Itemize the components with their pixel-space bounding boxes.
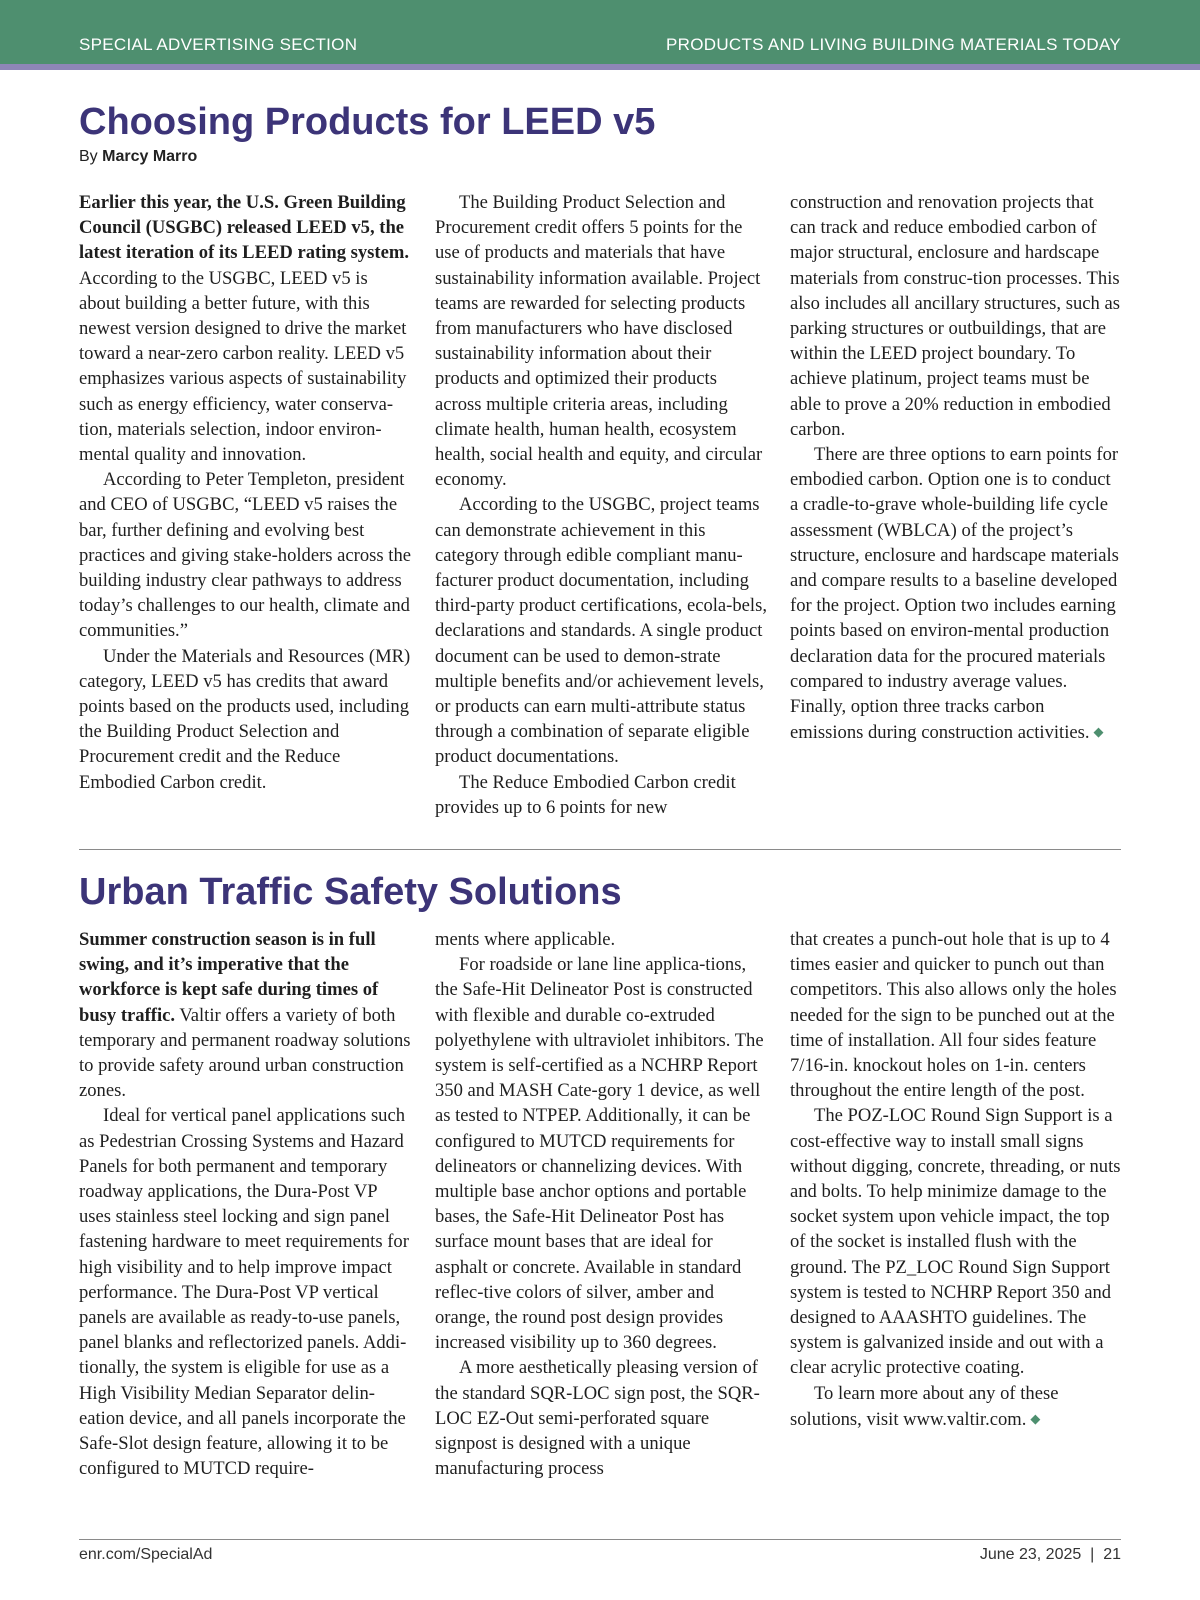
article1-column-3 <box>790 190 1122 745</box>
paragraph: A more aesthetically pleasing version of the standard SQR-LOC sign post, the SQR-LOC EZ-Out semi-perforated square signpost is designed with a unique manufacturing process <box>435 1357 760 1480</box>
paragraph <box>790 1381 1122 1432</box>
article1-lead-bold: Earlier this year, the U.S. Green Building Council (USGBC) released LEED v5, the latest iteration of its LEED rating system. <box>79 192 409 264</box>
section-divider <box>79 849 1121 850</box>
article1-title: Choosing Products for LEED v5 <box>79 101 656 143</box>
paragraph: According to the USGBC, project teams can demonstrate achievement in this category through edible compliant manu-facturer product documentation, including third-party product certifications, ecola-bels, declarations and standards. A single product document can be used to demon-strate multiple benefits and/or achievement levels, or products can earn multi-attribute status through a combination of separate eligible product documentations. <box>435 494 767 768</box>
paragraph: ments where applicable. <box>435 929 616 950</box>
paragraph: The Reduce Embodied Carbon credit provides up to 6 points for new <box>435 771 736 818</box>
article2-lead-rest: Valtir offers a variety of both temporary and permanent roadway solutions to provide safety around urban construction zones. <box>79 1004 411 1102</box>
article1-lead-rest: According to the USGBC, LEED v5 is about building a better future, with this newest version designed to drive the market toward a near-zero carbon reality. LEED v5 emphasizes various aspects of sustainability such as energy efficiency, water conserva-tion, materials selection, indoor environ-mental quality and innovation. <box>79 267 407 466</box>
article2-column-1 <box>79 927 411 1481</box>
section-label: SPECIAL ADVERTISING SECTION <box>79 35 358 54</box>
article1-lead-paragraph <box>79 190 411 467</box>
article1-byline <box>79 148 197 166</box>
paragraph: Ideal for vertical panel applications such as Pedestrian Crossing Systems and Hazard Panels for both permanent and temporary roadway applications, the Dura-Post VP uses stainless steel locking and sign panel fastening hardware to meet requirements for high visibility and to help improve impact performance. The Dura-Post VP vertical panels are available as ready-to-use panels, panel blanks and reflectorized panels. Addi-tionally, the system is eligible for use as a High Visibility Median Separator delin-eation device, and all panels incorporate the Safe-Slot design feature, allowing it to be configured to MUTCD require- <box>79 1105 409 1480</box>
paragraph: Under the Materials and Resources (MR) category, LEED v5 has credits that award points based on the products used, including the Building Product Selection and Procurement credit and the Reduce Embodied Carbon credit. <box>79 645 411 793</box>
paragraph: that creates a punch-out hole that is up to 4 times easier and quicker to punch out than competitors. This also allows only the holes needed for the sign to be punched out at the time of installation. All four sides feature 7/16-in. knockout holes on 1-in. centers throughout the entire length of the post. <box>790 929 1117 1102</box>
article2-column-2 <box>435 927 767 1481</box>
end-mark-diamond-icon: ◆ <box>1093 724 1104 740</box>
paragraph-text: To learn more about any of these solutions, visit www.valtir.com. <box>790 1382 1059 1430</box>
footer-divider <box>79 1539 1121 1540</box>
header-accent-stripe <box>0 64 1200 70</box>
paragraph-text: There are three options to earn points for embodied carbon. Option one is to conduct a cradle-to-grave whole-building life cycle assessment (WBLCA) of the project’s structure, enclosure and hardscape materials and compare results to a baseline developed for the project. Option two includes earning points based on environ-mental production declaration data for the procured materials compared to industry average values. Finally, option three tracks carbon emissions during construction activities. <box>790 444 1119 744</box>
byline-prefix: By <box>79 148 98 165</box>
footer-date-page: June 23, 2025 | 21 <box>979 1546 1121 1563</box>
footer-url: enr.com/SpecialAd <box>79 1546 213 1563</box>
article2-title: Urban Traffic Safety Solutions <box>79 871 622 913</box>
article2-lead-paragraph <box>79 927 411 1103</box>
article1-column-1 <box>79 190 411 795</box>
paragraph: construction and renovation projects that can track and reduce embodied carbon of major structural, enclosure and hardscape materials from construc-tion processes. This also includes all ancillary structures, such as parking structures or outbuildings, that are within the LEED project boundary. To achieve platinum, project teams must be able to prove a 20% reduction in embodied carbon. <box>790 192 1120 440</box>
end-mark-diamond-icon: ◆ <box>1030 1410 1041 1426</box>
section-topic: PRODUCTS AND LIVING BUILDING MATERIALS TODAY <box>666 35 1121 54</box>
paragraph: According to Peter Templeton, president and CEO of USGBC, “LEED v5 raises the bar, further defining and evolving best practices and giving stake-holders across the building industry clear pathways to address today’s challenges to our health, climate and communities.” <box>79 469 411 642</box>
byline-author: Marcy Marro <box>102 148 198 165</box>
article2-lead-bold: Summer construction season is in full swing, and it’s imperative that the workforce is kept safe during times of busy traffic. <box>79 929 379 1026</box>
article2-column-3 <box>790 927 1122 1432</box>
article1-column-2 <box>435 190 767 820</box>
section-header-bar <box>0 0 1200 64</box>
paragraph <box>790 442 1122 745</box>
paragraph: For roadside or lane line applica-tions, the Safe-Hit Delineator Post is constructed with flexible and durable co-extruded polyethylene with ultraviolet inhibitors. The system is self-certified as a NCHRP Report 350 and MASH Cate-gory 1 device, as well as tested to NTPEP. Additionally, it can be configured to MUTCD requirements for delineators or channelizing devices. With multiple base anchor options and portable bases, the Safe-Hit Delineator Post has surface mount bases that are ideal for asphalt or concrete. Available in standard reflec-tive colors of silver, amber and orange, the round post design provides increased visibility up to 360 degrees. <box>435 954 764 1354</box>
paragraph: The Building Product Selection and Procurement credit offers 5 points for the use of products and materials that have sustainability information available. Project teams are rewarded for selecting products from manufacturers who have disclosed sustainability information about their products and optimized their products across multiple criteria areas, including climate health, human health, ecosystem health, social health and equity, and circular economy. <box>435 192 763 491</box>
paragraph: The POZ-LOC Round Sign Support is a cost-effective way to install small signs without digging, concrete, threading, or nuts and bolts. To help minimize damage to the socket system upon vehicle impact, the top of the socket is installed flush with the ground. The PZ_LOC Round Sign Support system is tested to NCHRP Report 350 and designed to AAASHTO guidelines. The system is galvanized inside and out with a clear acrylic protective coating. <box>790 1105 1121 1379</box>
